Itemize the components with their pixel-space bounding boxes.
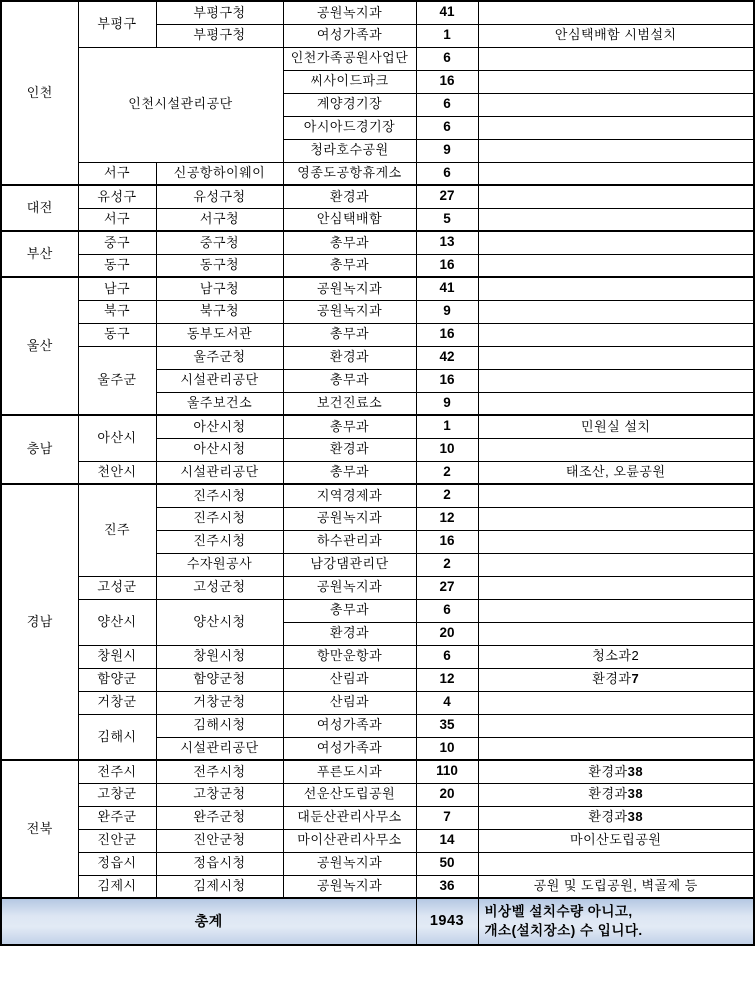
- district-cell: 아산시: [78, 415, 156, 461]
- department-cell: 환경과: [283, 438, 416, 461]
- count-cell: 16: [416, 323, 478, 346]
- office-cell: 수자원공사: [156, 553, 283, 576]
- table-row: [1, 806, 754, 829]
- office-cell: 시설관리공단: [156, 737, 283, 760]
- table-row: [1, 415, 754, 438]
- count-cell: 6: [416, 645, 478, 668]
- region-cell: 인천: [1, 1, 78, 185]
- table-row: [1, 783, 754, 806]
- table-row: [1, 254, 754, 277]
- office-cell: 완주군청: [156, 806, 283, 829]
- total-row: [1, 898, 754, 945]
- department-cell: 총무과: [283, 254, 416, 277]
- table-row: [1, 208, 754, 231]
- remark-bold-number: 38: [627, 763, 644, 779]
- remark-cell: [478, 162, 754, 185]
- table-row: [1, 346, 754, 369]
- department-cell: 환경과: [283, 346, 416, 369]
- count-cell: 20: [416, 622, 478, 645]
- district-cell: 북구: [78, 300, 156, 323]
- count-cell: 27: [416, 576, 478, 599]
- district-cell: 함양군: [78, 668, 156, 691]
- department-cell: 공원녹지과: [283, 300, 416, 323]
- office-cell: 김제시청: [156, 875, 283, 898]
- department-cell: 여성가족과: [283, 714, 416, 737]
- district-cell: 진주: [78, 484, 156, 576]
- remark-cell: [478, 70, 754, 93]
- count-cell: 9: [416, 392, 478, 415]
- office-cell: 창원시청: [156, 645, 283, 668]
- department-cell: 공원녹지과: [283, 1, 416, 24]
- remark-cell: [478, 599, 754, 622]
- department-cell: 대둔산관리사무소: [283, 806, 416, 829]
- table-row: [1, 47, 754, 70]
- remark-bold-number: 38: [627, 786, 644, 802]
- office-cell: 동부도서관: [156, 323, 283, 346]
- office-cell: 인천시설관리공단: [78, 47, 283, 162]
- district-cell: 진안군: [78, 829, 156, 852]
- district-cell: 양산시: [78, 599, 156, 645]
- department-cell: 총무과: [283, 231, 416, 254]
- office-cell: 울주군청: [156, 346, 283, 369]
- office-cell: 진주시청: [156, 507, 283, 530]
- table-row: [1, 1, 754, 24]
- district-cell: 전주시: [78, 760, 156, 783]
- count-cell: 36: [416, 875, 478, 898]
- department-cell: 공원녹지과: [283, 852, 416, 875]
- remark-cell: [478, 254, 754, 277]
- district-cell: 창원시: [78, 645, 156, 668]
- count-cell: 1: [416, 415, 478, 438]
- remark-text: 환경과: [588, 763, 628, 779]
- count-cell: 2: [416, 484, 478, 507]
- table-row: [1, 185, 754, 208]
- table-row: [1, 599, 754, 622]
- remark-cell: [478, 760, 754, 783]
- count-cell: 6: [416, 47, 478, 70]
- office-cell: 신공항하이웨이: [156, 162, 283, 185]
- remark-cell: [478, 277, 754, 300]
- count-cell: 2: [416, 553, 478, 576]
- count-cell: 2: [416, 461, 478, 484]
- table-row: [1, 645, 754, 668]
- district-cell: 김해시: [78, 714, 156, 760]
- remark-cell: 공원 및 도립공원, 벽골제 등: [478, 875, 754, 898]
- table-row: [1, 875, 754, 898]
- remark-cell: [478, 185, 754, 208]
- table-row: [1, 576, 754, 599]
- remark-text: 환경과: [588, 786, 628, 802]
- remark-cell: [478, 622, 754, 645]
- district-cell: 고성군: [78, 576, 156, 599]
- count-cell: 12: [416, 668, 478, 691]
- district-cell: 남구: [78, 277, 156, 300]
- total-count-cell: 1943: [416, 898, 478, 945]
- district-cell: 완주군: [78, 806, 156, 829]
- district-cell: 동구: [78, 254, 156, 277]
- district-cell: 서구: [78, 162, 156, 185]
- office-cell: 고성군청: [156, 576, 283, 599]
- remark-cell: [478, 93, 754, 116]
- department-cell: 총무과: [283, 369, 416, 392]
- district-cell: 부평구: [78, 1, 156, 47]
- count-cell: 42: [416, 346, 478, 369]
- count-cell: 6: [416, 116, 478, 139]
- department-cell: 계양경기장: [283, 93, 416, 116]
- district-cell: 동구: [78, 323, 156, 346]
- table-row: [1, 760, 754, 783]
- count-cell: 41: [416, 277, 478, 300]
- office-cell: 울주보건소: [156, 392, 283, 415]
- remark-cell: [478, 231, 754, 254]
- remark-cell: [478, 714, 754, 737]
- total-note-line1: 비상벨 설치수량 아니고,: [484, 904, 633, 920]
- department-cell: 인천가족공원사업단: [283, 47, 416, 70]
- department-cell: 총무과: [283, 461, 416, 484]
- remark-cell: [478, 208, 754, 231]
- region-cell: 전북: [1, 760, 78, 898]
- office-cell: 서구청: [156, 208, 283, 231]
- department-cell: 환경과: [283, 185, 416, 208]
- department-cell: 씨사이드파크: [283, 70, 416, 93]
- remark-cell: [478, 484, 754, 507]
- count-cell: 10: [416, 438, 478, 461]
- department-cell: 영종도공항휴게소: [283, 162, 416, 185]
- count-cell: 4: [416, 691, 478, 714]
- remark-bold-number: 38: [627, 809, 644, 825]
- district-cell: 정읍시: [78, 852, 156, 875]
- table-row: [1, 231, 754, 254]
- table-row: [1, 277, 754, 300]
- department-cell: 공원녹지과: [283, 576, 416, 599]
- remark-text: 환경과: [588, 809, 628, 825]
- count-cell: 35: [416, 714, 478, 737]
- department-cell: 남강댐관리단: [283, 553, 416, 576]
- district-cell: 유성구: [78, 185, 156, 208]
- district-cell: 서구: [78, 208, 156, 231]
- office-cell: 아산시청: [156, 438, 283, 461]
- department-cell: 하수관리과: [283, 530, 416, 553]
- office-cell: 유성구청: [156, 185, 283, 208]
- office-cell: 부평구청: [156, 24, 283, 47]
- table-row: [1, 691, 754, 714]
- count-cell: 5: [416, 208, 478, 231]
- count-cell: 10: [416, 737, 478, 760]
- department-cell: 공원녹지과: [283, 277, 416, 300]
- remark-cell: [478, 346, 754, 369]
- remark-cell: [478, 553, 754, 576]
- count-cell: 7: [416, 806, 478, 829]
- department-cell: 마이산관리사무소: [283, 829, 416, 852]
- remark-cell: [478, 783, 754, 806]
- table-row: [1, 323, 754, 346]
- count-cell: 16: [416, 530, 478, 553]
- count-cell: 9: [416, 300, 478, 323]
- office-cell: 남구청: [156, 277, 283, 300]
- department-cell: 안심택배함: [283, 208, 416, 231]
- remark-cell: 마이산도립공원: [478, 829, 754, 852]
- department-cell: 산림과: [283, 691, 416, 714]
- office-cell: 부평구청: [156, 1, 283, 24]
- table-row: [1, 461, 754, 484]
- department-cell: 푸른도시과: [283, 760, 416, 783]
- count-cell: 6: [416, 162, 478, 185]
- remark-cell: [478, 852, 754, 875]
- count-cell: 20: [416, 783, 478, 806]
- remark-cell: [478, 139, 754, 162]
- region-cell: 대전: [1, 185, 78, 231]
- department-cell: 총무과: [283, 323, 416, 346]
- remark-cell: [478, 438, 754, 461]
- remark-cell: [478, 392, 754, 415]
- department-cell: 여성가족과: [283, 737, 416, 760]
- remark-cell: 태조산, 오륜공원: [478, 461, 754, 484]
- office-cell: 중구청: [156, 231, 283, 254]
- remark-cell: [478, 116, 754, 139]
- count-cell: 16: [416, 369, 478, 392]
- total-note-line2: 개소(설치장소) 수 입니다.: [484, 922, 643, 938]
- district-cell: 울주군: [78, 346, 156, 415]
- office-cell: 동구청: [156, 254, 283, 277]
- office-cell: 김해시청: [156, 714, 283, 737]
- department-cell: 산림과: [283, 668, 416, 691]
- office-cell: 시설관리공단: [156, 369, 283, 392]
- department-cell: 총무과: [283, 599, 416, 622]
- department-cell: 여성가족과: [283, 24, 416, 47]
- remark-cell: 민원실 설치: [478, 415, 754, 438]
- table-row: [1, 714, 754, 737]
- office-cell: 정읍시청: [156, 852, 283, 875]
- count-cell: 16: [416, 70, 478, 93]
- count-cell: 14: [416, 829, 478, 852]
- remark-cell: [478, 668, 754, 691]
- remark-cell: [478, 806, 754, 829]
- count-cell: 9: [416, 139, 478, 162]
- remark-cell: [478, 47, 754, 70]
- table-row: [1, 162, 754, 185]
- office-cell: 함양군청: [156, 668, 283, 691]
- office-cell: 양산시청: [156, 599, 283, 645]
- remark-text: 환경과: [592, 671, 632, 687]
- table-row: [1, 300, 754, 323]
- remark-cell: [478, 369, 754, 392]
- remark-cell: [478, 323, 754, 346]
- remark-cell: [478, 691, 754, 714]
- office-cell: 거창군청: [156, 691, 283, 714]
- district-cell: 중구: [78, 231, 156, 254]
- office-cell: 시설관리공단: [156, 461, 283, 484]
- total-label-cell: 총계: [1, 898, 416, 945]
- count-cell: 12: [416, 507, 478, 530]
- department-cell: 환경과: [283, 622, 416, 645]
- region-cell: 부산: [1, 231, 78, 277]
- department-cell: 공원녹지과: [283, 507, 416, 530]
- office-cell: 아산시청: [156, 415, 283, 438]
- department-cell: 선운산도립공원: [283, 783, 416, 806]
- region-cell: 경남: [1, 484, 78, 760]
- total-note-cell: [478, 898, 754, 945]
- department-cell: 보건진료소: [283, 392, 416, 415]
- table-row: [1, 668, 754, 691]
- office-cell: 북구청: [156, 300, 283, 323]
- remark-cell: [478, 300, 754, 323]
- department-cell: 공원녹지과: [283, 875, 416, 898]
- region-cell: 충남: [1, 415, 78, 484]
- office-cell: 전주시청: [156, 760, 283, 783]
- table-row: [1, 484, 754, 507]
- district-cell: 김제시: [78, 875, 156, 898]
- remark-cell: [478, 576, 754, 599]
- count-cell: 16: [416, 254, 478, 277]
- office-cell: 진주시청: [156, 530, 283, 553]
- table-row: [1, 829, 754, 852]
- remark-cell: [478, 507, 754, 530]
- count-cell: 27: [416, 185, 478, 208]
- count-cell: 6: [416, 599, 478, 622]
- department-cell: 청라호수공원: [283, 139, 416, 162]
- region-cell: 울산: [1, 277, 78, 415]
- office-cell: 고창군청: [156, 783, 283, 806]
- remark-cell: [478, 737, 754, 760]
- count-cell: 13: [416, 231, 478, 254]
- remark-cell: 청소과2: [478, 645, 754, 668]
- remark-cell: [478, 1, 754, 24]
- count-cell: 41: [416, 1, 478, 24]
- district-cell: 거창군: [78, 691, 156, 714]
- count-cell: 110: [416, 760, 478, 783]
- office-cell: 진주시청: [156, 484, 283, 507]
- count-cell: 6: [416, 93, 478, 116]
- remark-cell: 안심택배함 시범설치: [478, 24, 754, 47]
- count-cell: 50: [416, 852, 478, 875]
- table-row: [1, 852, 754, 875]
- department-cell: 항만운항과: [283, 645, 416, 668]
- remark-cell: [478, 530, 754, 553]
- count-cell: 1: [416, 24, 478, 47]
- department-cell: 지역경제과: [283, 484, 416, 507]
- district-cell: 천안시: [78, 461, 156, 484]
- office-cell: 진안군청: [156, 829, 283, 852]
- department-cell: 총무과: [283, 415, 416, 438]
- remark-bold-number: 7: [631, 671, 640, 687]
- district-cell: 고창군: [78, 783, 156, 806]
- department-cell: 아시아드경기장: [283, 116, 416, 139]
